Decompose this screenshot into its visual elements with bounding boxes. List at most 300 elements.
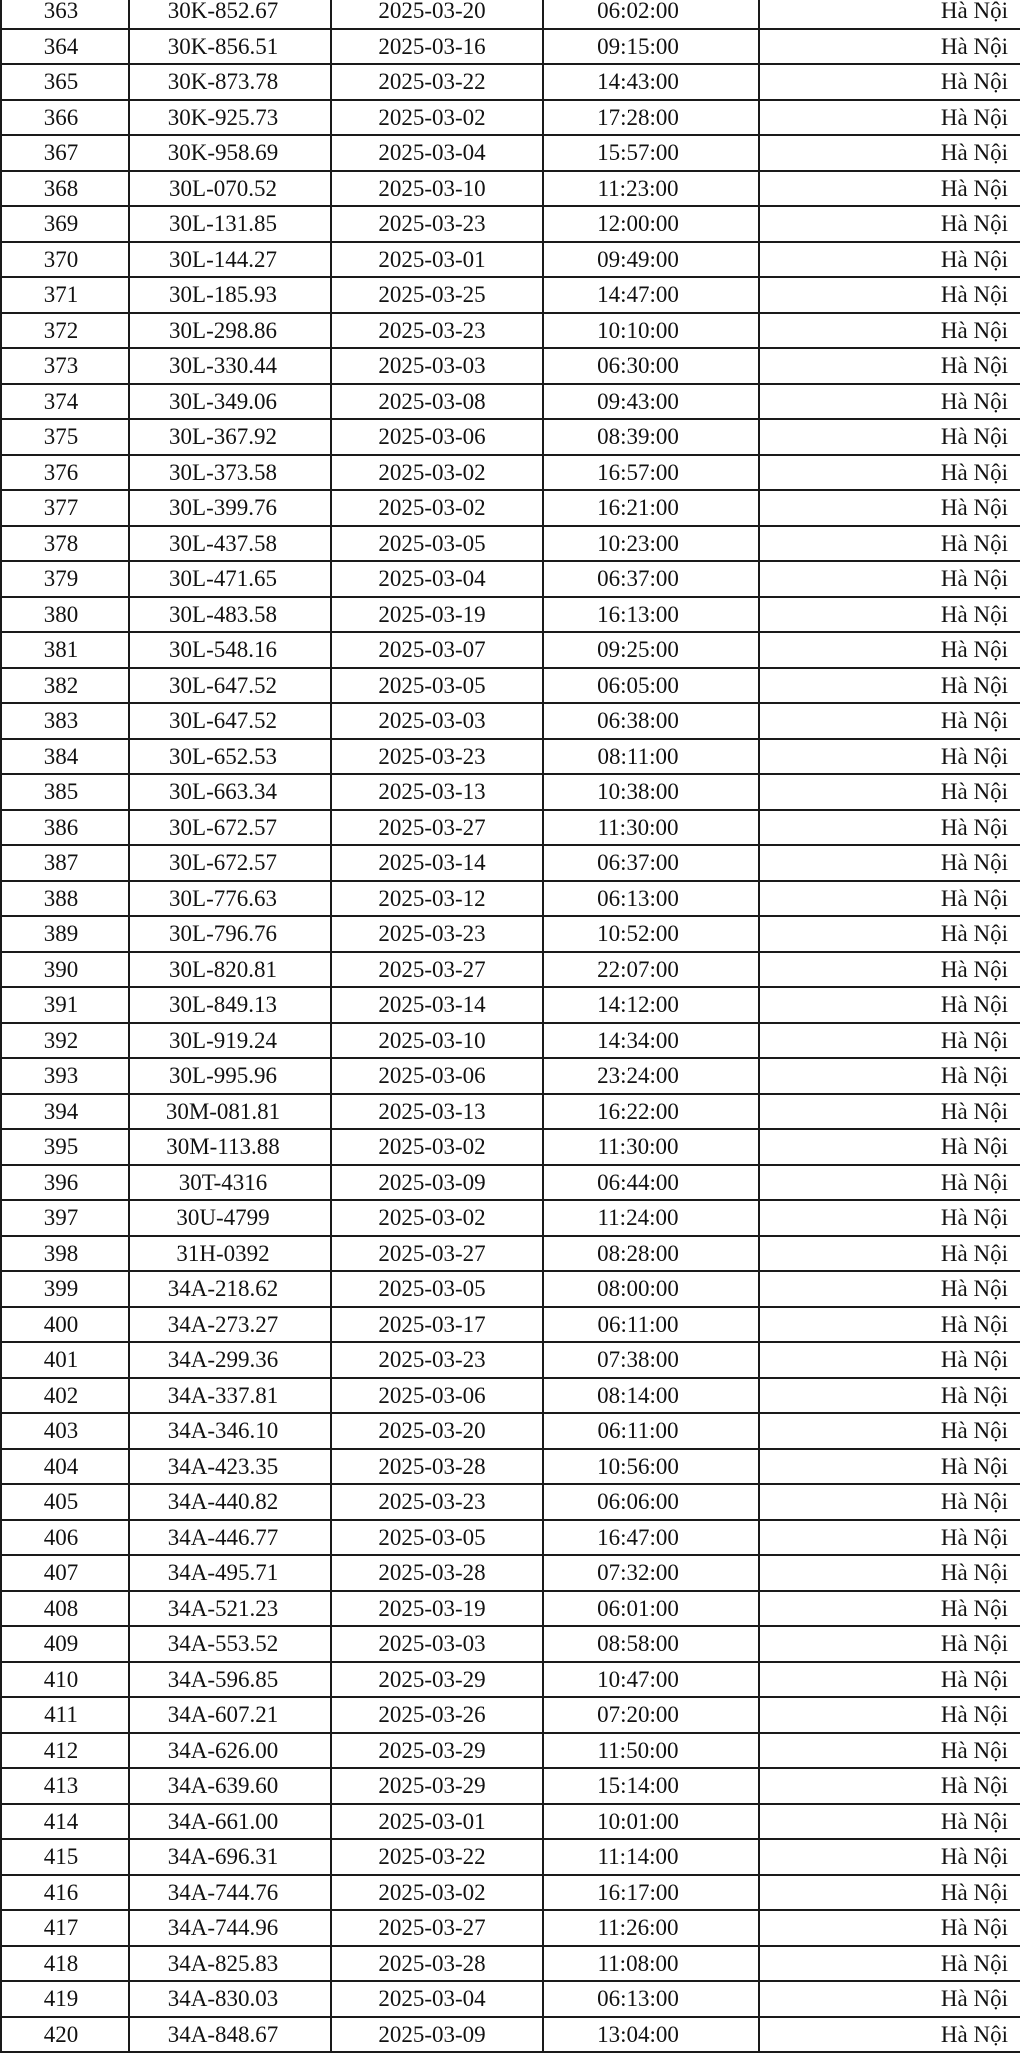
table-row xyxy=(1,1839,1020,1875)
time-cell: 07:32:00 xyxy=(543,1555,759,1591)
table-row xyxy=(1,1946,1020,1982)
location-cell: Hà Nội xyxy=(759,668,1020,704)
date-cell: 2025-03-20 xyxy=(331,1413,543,1449)
license-plate-cell: 34A-639.60 xyxy=(129,1768,331,1804)
table-row xyxy=(1,1094,1020,1130)
location-cell: Hà Nội xyxy=(759,1662,1020,1698)
license-plate-cell: 30L-144.27 xyxy=(129,242,331,278)
row-number-cell: 384 xyxy=(1,739,129,775)
date-cell: 2025-03-29 xyxy=(331,1733,543,1769)
row-number-cell: 401 xyxy=(1,1342,129,1378)
table-row xyxy=(1,561,1020,597)
row-number-cell: 371 xyxy=(1,277,129,313)
date-cell: 2025-03-02 xyxy=(331,490,543,526)
license-plate-cell: 34A-696.31 xyxy=(129,1839,331,1875)
time-cell: 06:30:00 xyxy=(543,348,759,384)
time-cell: 08:58:00 xyxy=(543,1626,759,1662)
time-cell: 06:06:00 xyxy=(543,1484,759,1520)
location-cell: Hà Nội xyxy=(759,1165,1020,1201)
table-row xyxy=(1,1023,1020,1059)
time-cell: 11:24:00 xyxy=(543,1200,759,1236)
table-row xyxy=(1,952,1020,988)
table-row xyxy=(1,348,1020,384)
time-cell: 06:38:00 xyxy=(543,703,759,739)
time-cell: 06:44:00 xyxy=(543,1165,759,1201)
time-cell: 11:30:00 xyxy=(543,810,759,846)
table-row xyxy=(1,597,1020,633)
license-plate-cell: 30L-820.81 xyxy=(129,952,331,988)
license-plate-cell: 31H-0392 xyxy=(129,1236,331,1272)
date-cell: 2025-03-25 xyxy=(331,277,543,313)
time-cell: 16:22:00 xyxy=(543,1094,759,1130)
license-plate-cell: 34A-495.71 xyxy=(129,1555,331,1591)
row-number-cell: 413 xyxy=(1,1768,129,1804)
license-plate-cell: 30U-4799 xyxy=(129,1200,331,1236)
row-number-cell: 395 xyxy=(1,1129,129,1165)
location-cell: Hà Nội xyxy=(759,1981,1020,2017)
table-row xyxy=(1,1307,1020,1343)
table-row xyxy=(1,490,1020,526)
license-plate-cell: 30L-849.13 xyxy=(129,987,331,1023)
location-cell: Hà Nội xyxy=(759,29,1020,65)
license-plate-cell: 30L-399.76 xyxy=(129,490,331,526)
time-cell: 17:28:00 xyxy=(543,100,759,136)
license-plate-cell: 30L-367.92 xyxy=(129,419,331,455)
date-cell: 2025-03-09 xyxy=(331,2017,543,2053)
location-cell: Hà Nội xyxy=(759,1200,1020,1236)
license-plate-cell: 30L-373.58 xyxy=(129,455,331,491)
location-cell: Hà Nội xyxy=(759,419,1020,455)
location-cell: Hà Nội xyxy=(759,632,1020,668)
license-plate-cell: 34A-299.36 xyxy=(129,1342,331,1378)
row-number-cell: 409 xyxy=(1,1626,129,1662)
license-plate-cell: 34A-825.83 xyxy=(129,1946,331,1982)
location-cell: Hà Nội xyxy=(759,845,1020,881)
table-row xyxy=(1,455,1020,491)
time-cell: 06:13:00 xyxy=(543,1981,759,2017)
table-row xyxy=(1,313,1020,349)
time-cell: 11:23:00 xyxy=(543,171,759,207)
location-cell: Hà Nội xyxy=(759,171,1020,207)
date-cell: 2025-03-28 xyxy=(331,1946,543,1982)
date-cell: 2025-03-14 xyxy=(331,845,543,881)
location-cell: Hà Nội xyxy=(759,597,1020,633)
time-cell: 16:47:00 xyxy=(543,1520,759,1556)
table-body xyxy=(1,0,1020,2052)
table-row xyxy=(1,1271,1020,1307)
location-cell: Hà Nội xyxy=(759,987,1020,1023)
license-plate-cell: 30L-070.52 xyxy=(129,171,331,207)
license-plate-cell: 34A-218.62 xyxy=(129,1271,331,1307)
row-number-cell: 416 xyxy=(1,1875,129,1911)
license-plate-cell: 30L-647.52 xyxy=(129,703,331,739)
location-cell: Hà Nội xyxy=(759,242,1020,278)
table-row xyxy=(1,1484,1020,1520)
time-cell: 08:39:00 xyxy=(543,419,759,455)
row-number-cell: 383 xyxy=(1,703,129,739)
table-row xyxy=(1,881,1020,917)
license-plate-cell: 30L-663.34 xyxy=(129,774,331,810)
row-number-cell: 374 xyxy=(1,384,129,420)
license-plate-cell: 30L-919.24 xyxy=(129,1023,331,1059)
table-row xyxy=(1,1165,1020,1201)
time-cell: 10:10:00 xyxy=(543,313,759,349)
date-cell: 2025-03-22 xyxy=(331,64,543,100)
table-row xyxy=(1,774,1020,810)
location-cell: Hà Nội xyxy=(759,1804,1020,1840)
table-row xyxy=(1,277,1020,313)
location-cell: Hà Nội xyxy=(759,277,1020,313)
time-cell: 06:37:00 xyxy=(543,845,759,881)
row-number-cell: 369 xyxy=(1,206,129,242)
license-plate-cell: 30L-796.76 xyxy=(129,916,331,952)
date-cell: 2025-03-23 xyxy=(331,739,543,775)
row-number-cell: 420 xyxy=(1,2017,129,2053)
date-cell: 2025-03-09 xyxy=(331,1165,543,1201)
row-number-cell: 373 xyxy=(1,348,129,384)
time-cell: 16:21:00 xyxy=(543,490,759,526)
table-row xyxy=(1,1555,1020,1591)
table-row xyxy=(1,1449,1020,1485)
location-cell: Hà Nội xyxy=(759,1413,1020,1449)
date-cell: 2025-03-23 xyxy=(331,313,543,349)
license-plate-cell: 30K-925.73 xyxy=(129,100,331,136)
table-row xyxy=(1,1591,1020,1627)
time-cell: 16:17:00 xyxy=(543,1875,759,1911)
time-cell: 16:57:00 xyxy=(543,455,759,491)
row-number-cell: 417 xyxy=(1,1910,129,1946)
table-row xyxy=(1,29,1020,65)
location-cell: Hà Nội xyxy=(759,1733,1020,1769)
time-cell: 06:11:00 xyxy=(543,1307,759,1343)
row-number-cell: 363 xyxy=(1,0,129,29)
table-row xyxy=(1,632,1020,668)
time-cell: 06:02:00 xyxy=(543,0,759,29)
date-cell: 2025-03-05 xyxy=(331,668,543,704)
time-cell: 11:14:00 xyxy=(543,1839,759,1875)
time-cell: 14:43:00 xyxy=(543,64,759,100)
license-plate-cell: 30L-471.65 xyxy=(129,561,331,597)
time-cell: 15:57:00 xyxy=(543,135,759,171)
time-cell: 08:14:00 xyxy=(543,1378,759,1414)
row-number-cell: 387 xyxy=(1,845,129,881)
date-cell: 2025-03-28 xyxy=(331,1555,543,1591)
date-cell: 2025-03-19 xyxy=(331,1591,543,1627)
license-plate-cell: 30L-437.58 xyxy=(129,526,331,562)
table-row xyxy=(1,1875,1020,1911)
table-row xyxy=(1,739,1020,775)
row-number-cell: 415 xyxy=(1,1839,129,1875)
license-plate-cell: 30K-856.51 xyxy=(129,29,331,65)
time-cell: 07:20:00 xyxy=(543,1697,759,1733)
license-plate-cell: 30L-672.57 xyxy=(129,810,331,846)
table-row xyxy=(1,206,1020,242)
row-number-cell: 385 xyxy=(1,774,129,810)
date-cell: 2025-03-23 xyxy=(331,1484,543,1520)
license-plate-cell: 30L-672.57 xyxy=(129,845,331,881)
date-cell: 2025-03-04 xyxy=(331,1981,543,2017)
date-cell: 2025-03-10 xyxy=(331,171,543,207)
table-row xyxy=(1,100,1020,136)
table-row xyxy=(1,1378,1020,1414)
row-number-cell: 392 xyxy=(1,1023,129,1059)
location-cell: Hà Nội xyxy=(759,1626,1020,1662)
time-cell: 07:38:00 xyxy=(543,1342,759,1378)
license-plate-cell: 34A-607.21 xyxy=(129,1697,331,1733)
table-row xyxy=(1,1200,1020,1236)
row-number-cell: 367 xyxy=(1,135,129,171)
table-row xyxy=(1,384,1020,420)
time-cell: 22:07:00 xyxy=(543,952,759,988)
date-cell: 2025-03-02 xyxy=(331,455,543,491)
location-cell: Hà Nội xyxy=(759,881,1020,917)
date-cell: 2025-03-19 xyxy=(331,597,543,633)
row-number-cell: 390 xyxy=(1,952,129,988)
license-plate-cell: 30T-4316 xyxy=(129,1165,331,1201)
row-number-cell: 405 xyxy=(1,1484,129,1520)
time-cell: 11:50:00 xyxy=(543,1733,759,1769)
location-cell: Hà Nội xyxy=(759,1768,1020,1804)
license-plate-cell: 30L-131.85 xyxy=(129,206,331,242)
license-plate-cell: 34A-553.52 xyxy=(129,1626,331,1662)
location-cell: Hà Nội xyxy=(759,739,1020,775)
row-number-cell: 368 xyxy=(1,171,129,207)
table-row xyxy=(1,135,1020,171)
table-row xyxy=(1,1058,1020,1094)
location-cell: Hà Nội xyxy=(759,384,1020,420)
location-cell: Hà Nội xyxy=(759,774,1020,810)
time-cell: 11:30:00 xyxy=(543,1129,759,1165)
location-cell: Hà Nội xyxy=(759,64,1020,100)
row-number-cell: 398 xyxy=(1,1236,129,1272)
date-cell: 2025-03-27 xyxy=(331,1910,543,1946)
location-cell: Hà Nội xyxy=(759,455,1020,491)
location-cell: Hà Nội xyxy=(759,526,1020,562)
location-cell: Hà Nội xyxy=(759,1946,1020,1982)
time-cell: 10:38:00 xyxy=(543,774,759,810)
location-cell: Hà Nội xyxy=(759,1271,1020,1307)
table-row xyxy=(1,1129,1020,1165)
row-number-cell: 370 xyxy=(1,242,129,278)
table-row xyxy=(1,1626,1020,1662)
date-cell: 2025-03-04 xyxy=(331,135,543,171)
time-cell: 12:00:00 xyxy=(543,206,759,242)
location-cell: Hà Nội xyxy=(759,1555,1020,1591)
time-cell: 08:28:00 xyxy=(543,1236,759,1272)
location-cell: Hà Nội xyxy=(759,952,1020,988)
license-plate-cell: 34A-830.03 xyxy=(129,1981,331,2017)
license-plate-cell: 34A-346.10 xyxy=(129,1413,331,1449)
row-number-cell: 406 xyxy=(1,1520,129,1556)
license-plate-cell: 34A-661.00 xyxy=(129,1804,331,1840)
time-cell: 08:00:00 xyxy=(543,1271,759,1307)
license-plate-cell: 30K-873.78 xyxy=(129,64,331,100)
time-cell: 10:47:00 xyxy=(543,1662,759,1698)
time-cell: 14:12:00 xyxy=(543,987,759,1023)
location-cell: Hà Nội xyxy=(759,1520,1020,1556)
location-cell: Hà Nội xyxy=(759,1910,1020,1946)
date-cell: 2025-03-14 xyxy=(331,987,543,1023)
time-cell: 06:01:00 xyxy=(543,1591,759,1627)
table-row xyxy=(1,2017,1020,2053)
date-cell: 2025-03-23 xyxy=(331,916,543,952)
date-cell: 2025-03-29 xyxy=(331,1768,543,1804)
license-plate-cell: 30L-995.96 xyxy=(129,1058,331,1094)
date-cell: 2025-03-01 xyxy=(331,242,543,278)
date-cell: 2025-03-27 xyxy=(331,952,543,988)
table-row xyxy=(1,1910,1020,1946)
row-number-cell: 411 xyxy=(1,1697,129,1733)
row-number-cell: 410 xyxy=(1,1662,129,1698)
date-cell: 2025-03-23 xyxy=(331,1342,543,1378)
row-number-cell: 377 xyxy=(1,490,129,526)
row-number-cell: 379 xyxy=(1,561,129,597)
time-cell: 13:04:00 xyxy=(543,2017,759,2053)
time-cell: 06:11:00 xyxy=(543,1413,759,1449)
date-cell: 2025-03-07 xyxy=(331,632,543,668)
license-plate-cell: 30L-548.16 xyxy=(129,632,331,668)
location-cell: Hà Nội xyxy=(759,916,1020,952)
table-row xyxy=(1,703,1020,739)
date-cell: 2025-03-29 xyxy=(331,1662,543,1698)
license-plate-cell: 30K-852.67 xyxy=(129,0,331,29)
time-cell: 10:01:00 xyxy=(543,1804,759,1840)
table-row xyxy=(1,1733,1020,1769)
date-cell: 2025-03-03 xyxy=(331,703,543,739)
row-number-cell: 394 xyxy=(1,1094,129,1130)
table-row xyxy=(1,64,1020,100)
time-cell: 11:26:00 xyxy=(543,1910,759,1946)
row-number-cell: 408 xyxy=(1,1591,129,1627)
date-cell: 2025-03-10 xyxy=(331,1023,543,1059)
license-plate-cell: 34A-521.23 xyxy=(129,1591,331,1627)
location-cell: Hà Nội xyxy=(759,1484,1020,1520)
table-row xyxy=(1,810,1020,846)
time-cell: 11:08:00 xyxy=(543,1946,759,1982)
date-cell: 2025-03-05 xyxy=(331,1520,543,1556)
license-plate-cell: 30L-483.58 xyxy=(129,597,331,633)
license-plate-cell: 30L-652.53 xyxy=(129,739,331,775)
row-number-cell: 399 xyxy=(1,1271,129,1307)
license-plate-cell: 34A-744.96 xyxy=(129,1910,331,1946)
row-number-cell: 414 xyxy=(1,1804,129,1840)
date-cell: 2025-03-02 xyxy=(331,1875,543,1911)
date-cell: 2025-03-08 xyxy=(331,384,543,420)
row-number-cell: 419 xyxy=(1,1981,129,2017)
license-plate-cell: 34A-596.85 xyxy=(129,1662,331,1698)
date-cell: 2025-03-13 xyxy=(331,774,543,810)
date-cell: 2025-03-02 xyxy=(331,1129,543,1165)
license-plate-cell: 34A-440.82 xyxy=(129,1484,331,1520)
location-cell: Hà Nội xyxy=(759,810,1020,846)
table-row xyxy=(1,1697,1020,1733)
location-cell: Hà Nội xyxy=(759,1449,1020,1485)
date-cell: 2025-03-05 xyxy=(331,526,543,562)
row-number-cell: 391 xyxy=(1,987,129,1023)
location-cell: Hà Nội xyxy=(759,1591,1020,1627)
row-number-cell: 380 xyxy=(1,597,129,633)
location-cell: Hà Nội xyxy=(759,313,1020,349)
license-plate-cell: 30L-776.63 xyxy=(129,881,331,917)
location-cell: Hà Nội xyxy=(759,1697,1020,1733)
time-cell: 15:14:00 xyxy=(543,1768,759,1804)
date-cell: 2025-03-23 xyxy=(331,206,543,242)
license-plate-cell: 34A-273.27 xyxy=(129,1307,331,1343)
time-cell: 14:34:00 xyxy=(543,1023,759,1059)
date-cell: 2025-03-16 xyxy=(331,29,543,65)
location-cell: Hà Nội xyxy=(759,206,1020,242)
location-cell: Hà Nội xyxy=(759,1094,1020,1130)
time-cell: 10:52:00 xyxy=(543,916,759,952)
row-number-cell: 397 xyxy=(1,1200,129,1236)
row-number-cell: 372 xyxy=(1,313,129,349)
row-number-cell: 403 xyxy=(1,1413,129,1449)
table-row xyxy=(1,1981,1020,2017)
location-cell: Hà Nội xyxy=(759,100,1020,136)
license-plate-cell: 30L-349.06 xyxy=(129,384,331,420)
date-cell: 2025-03-02 xyxy=(331,1200,543,1236)
location-cell: Hà Nội xyxy=(759,1839,1020,1875)
license-plate-cell: 30K-958.69 xyxy=(129,135,331,171)
time-cell: 06:05:00 xyxy=(543,668,759,704)
row-number-cell: 389 xyxy=(1,916,129,952)
location-cell: Hà Nội xyxy=(759,1129,1020,1165)
table-row xyxy=(1,171,1020,207)
row-number-cell: 396 xyxy=(1,1165,129,1201)
date-cell: 2025-03-06 xyxy=(331,1058,543,1094)
location-cell: Hà Nội xyxy=(759,1342,1020,1378)
row-number-cell: 364 xyxy=(1,29,129,65)
time-cell: 06:13:00 xyxy=(543,881,759,917)
row-number-cell: 366 xyxy=(1,100,129,136)
table-row xyxy=(1,526,1020,562)
table-row xyxy=(1,987,1020,1023)
location-cell: Hà Nội xyxy=(759,2017,1020,2053)
date-cell: 2025-03-12 xyxy=(331,881,543,917)
row-number-cell: 375 xyxy=(1,419,129,455)
time-cell: 10:23:00 xyxy=(543,526,759,562)
row-number-cell: 404 xyxy=(1,1449,129,1485)
date-cell: 2025-03-27 xyxy=(331,1236,543,1272)
row-number-cell: 418 xyxy=(1,1946,129,1982)
license-plate-cell: 30L-298.86 xyxy=(129,313,331,349)
time-cell: 09:25:00 xyxy=(543,632,759,668)
location-cell: Hà Nội xyxy=(759,135,1020,171)
time-cell: 09:15:00 xyxy=(543,29,759,65)
table-row xyxy=(1,1662,1020,1698)
row-number-cell: 393 xyxy=(1,1058,129,1094)
table-row xyxy=(1,0,1020,29)
table-row xyxy=(1,916,1020,952)
table-row xyxy=(1,845,1020,881)
date-cell: 2025-03-05 xyxy=(331,1271,543,1307)
location-cell: Hà Nội xyxy=(759,1236,1020,1272)
time-cell: 06:37:00 xyxy=(543,561,759,597)
row-number-cell: 382 xyxy=(1,668,129,704)
table-row xyxy=(1,1236,1020,1272)
table-row xyxy=(1,1342,1020,1378)
table-row xyxy=(1,1413,1020,1449)
location-cell: Hà Nội xyxy=(759,348,1020,384)
date-cell: 2025-03-06 xyxy=(331,1378,543,1414)
row-number-cell: 407 xyxy=(1,1555,129,1591)
license-plate-cell: 30M-113.88 xyxy=(129,1129,331,1165)
location-cell: Hà Nội xyxy=(759,1307,1020,1343)
time-cell: 08:11:00 xyxy=(543,739,759,775)
table-row xyxy=(1,242,1020,278)
location-cell: Hà Nội xyxy=(759,561,1020,597)
table-row xyxy=(1,1804,1020,1840)
